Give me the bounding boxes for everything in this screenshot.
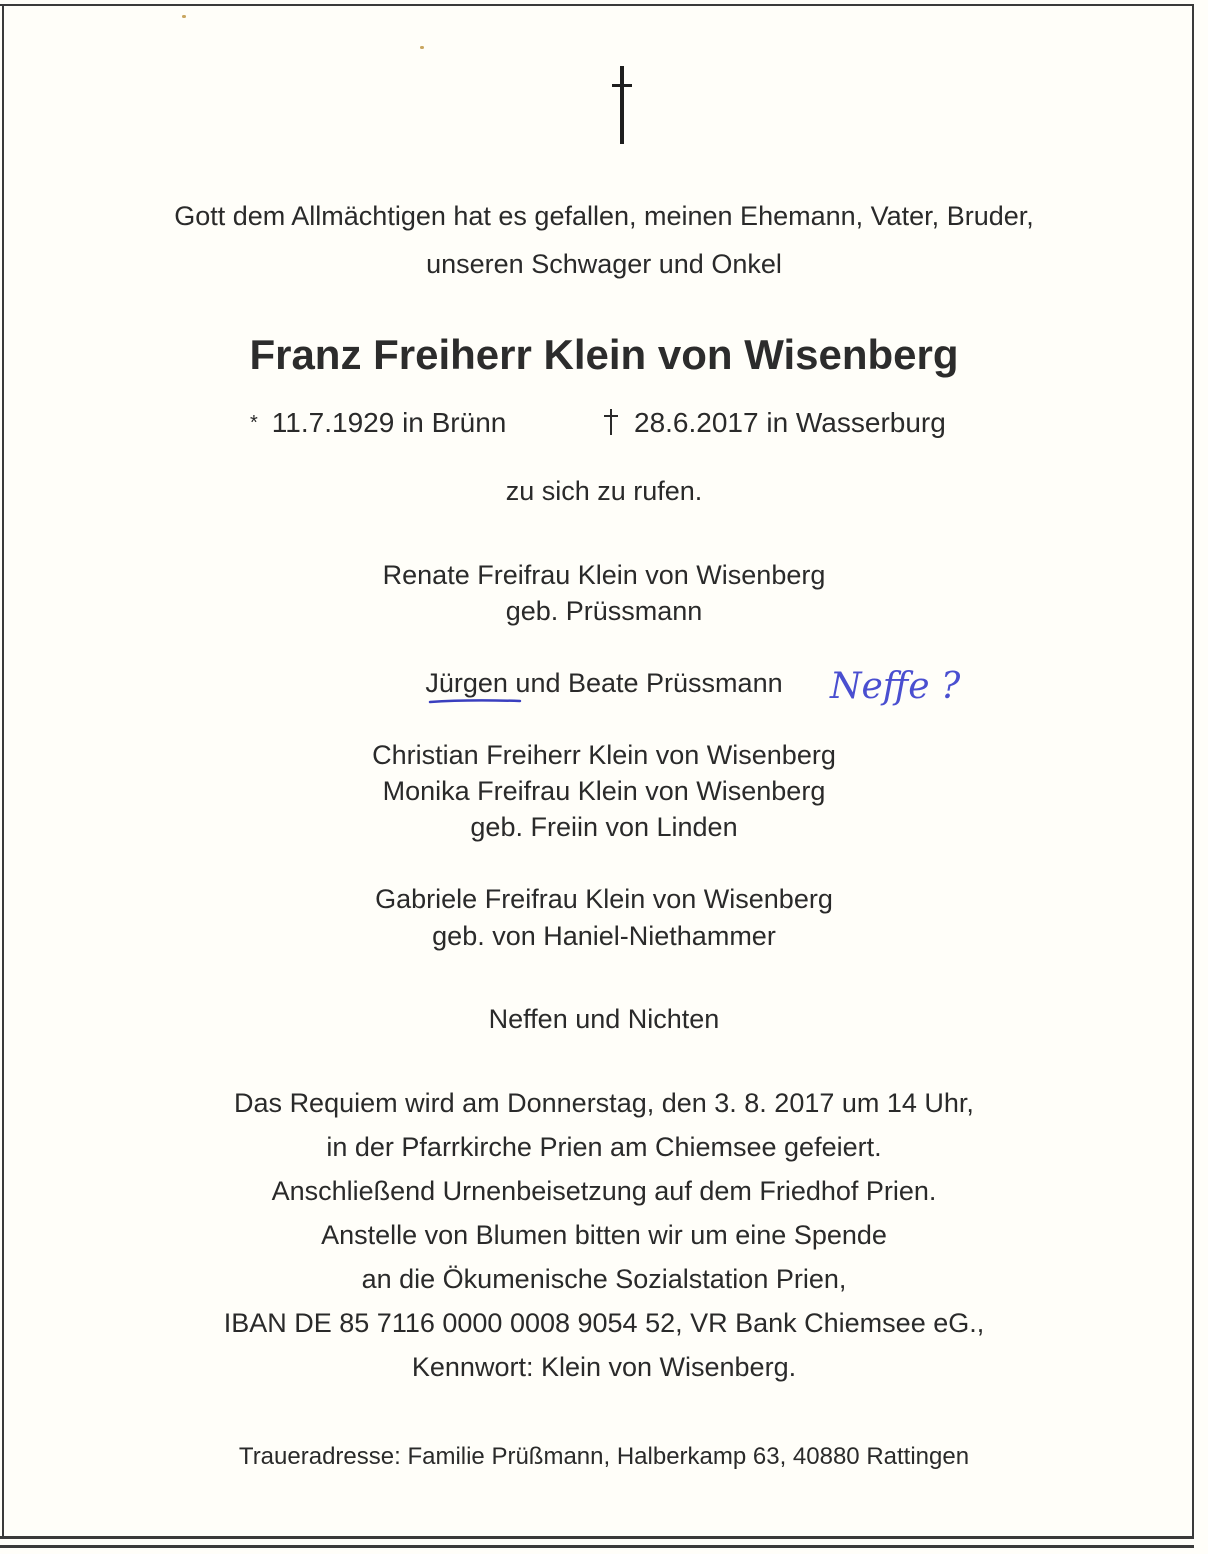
mourner-line: Gabriele Freifrau Klein von Wisenberg (375, 884, 833, 914)
death-cross-icon (604, 409, 618, 435)
birth-star-icon: * (250, 412, 258, 434)
mourner-line: Christian Freiherr Klein von Wisenberg (372, 740, 836, 770)
service-line: IBAN DE 85 7116 0000 0008 9054 52, VR Bank Chiemsee eG., (223, 1308, 985, 1338)
intro-line-2: unseren Schwager und Onkel (426, 249, 782, 279)
service-line: in der Pfarrkirche Prien am Chiemsee gefeiert. (326, 1132, 882, 1162)
paper-speck (420, 46, 424, 49)
frame-bottom-border (0, 1536, 1194, 1548)
birth-text: 11.7.1929 in Brünn (271, 407, 507, 438)
handwritten-note-text: Neffe ? (830, 666, 961, 707)
intro-line-1: Gott dem Allmächtigen hat es gefallen, meinen Ehemann, Vater, Bruder, (174, 201, 1034, 231)
service-line: Kennwort: Klein von Wisenberg. (411, 1352, 797, 1382)
mourner-line: Renate Freifrau Klein von Wisenberg (382, 560, 826, 590)
paper-speck (182, 15, 186, 18)
mourning-address: Traueradresse: Familie Prüßmann, Halberkamp 63, 40880 Rattingen (238, 1443, 970, 1470)
cross-icon (612, 66, 632, 144)
service-line: Das Requiem wird am Donnerstag, den 3. 8. 2017 um 14 Uhr, (234, 1088, 974, 1118)
mourner-line: geb. Freiin von Linden (470, 812, 738, 842)
service-line: Anstelle von Blumen bitten wir um eine Spende (321, 1220, 887, 1250)
mourner-line: geb. Prüssmann (505, 596, 703, 626)
closing-phrase: zu sich zu rufen. (505, 476, 703, 506)
mourner-line: Monika Freifrau Klein von Wisenberg (382, 776, 826, 806)
frame-top-border (0, 4, 1194, 6)
birth-date (250, 405, 506, 441)
death-text: 28.6.2017 in Wasserburg (634, 407, 946, 438)
handwritten-note (826, 658, 976, 718)
mourner-line: Jürgen und Beate Prüssmann (425, 668, 783, 698)
deceased-name: Franz Freiherr Klein von Wisenberg (249, 331, 959, 378)
mourner-line: Neffen und Nichten (488, 1004, 720, 1034)
death-date (604, 405, 946, 441)
mourner-line: geb. von Haniel-Niethammer (432, 921, 776, 951)
service-line: an die Ökumenische Sozialstation Prien, (361, 1264, 847, 1294)
life-dates (0, 405, 1208, 441)
pen-underline-mark (428, 697, 522, 705)
service-line: Anschließend Urnenbeisetzung auf dem Friedhof Prien. (271, 1176, 937, 1206)
